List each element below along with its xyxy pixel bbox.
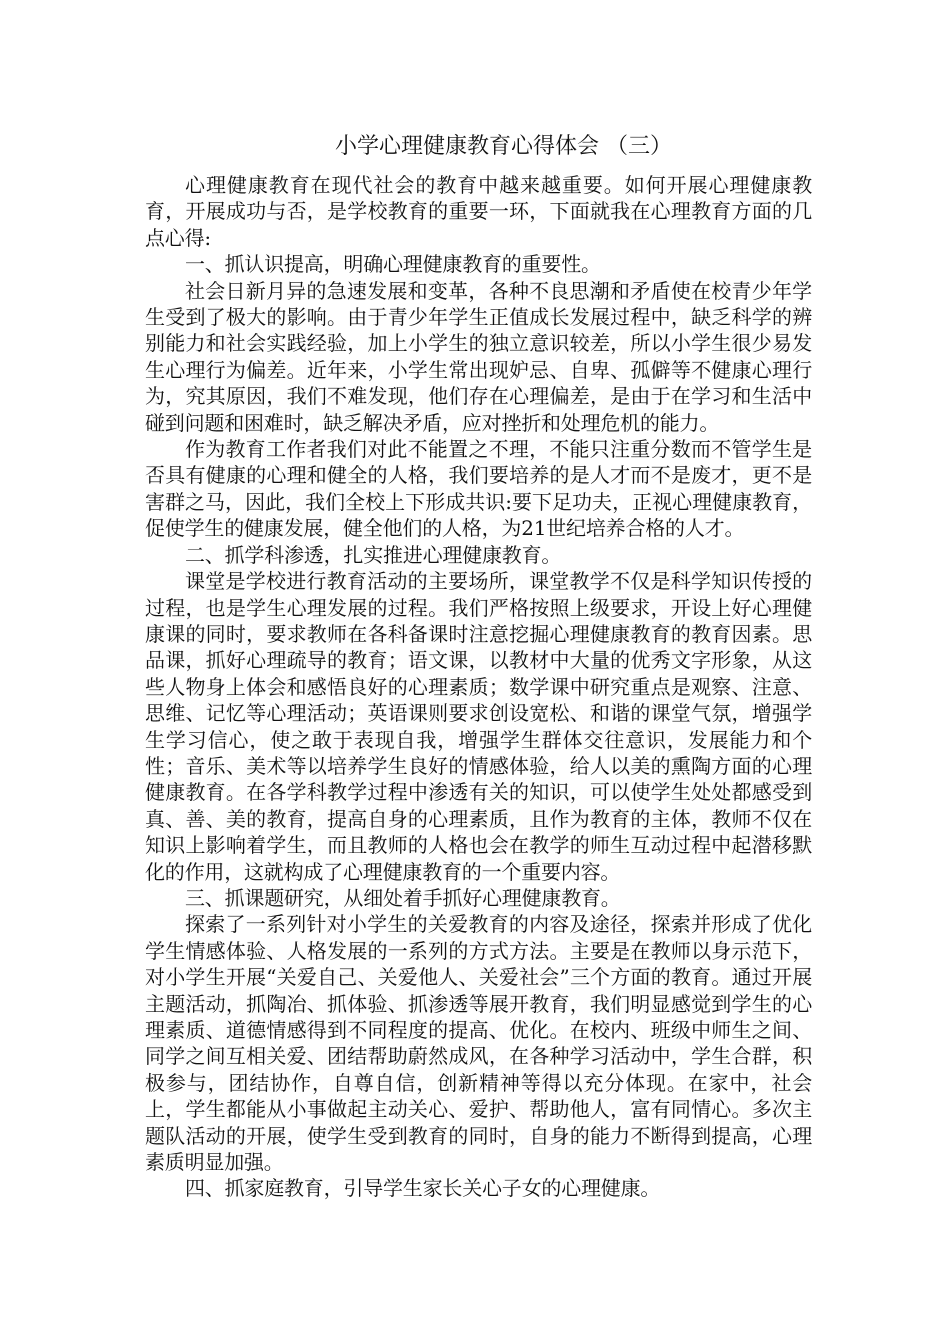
body-paragraph: 作为教育工作者我们对此不能置之不理，不能只注重分数而不管学生是否具有健康的心理和健全的人格，我们要培养的是人才而不是废才，更不是害群之马，因此，我们全校上下形成共识:要下足功夫，正视心理健康教育，促使学生的健康发展，健全他们的人格，为21世纪培养合格的人才。: [145, 437, 812, 541]
section-heading-2: 二、抓学科渗透，扎实推进心理健康教育。: [185, 542, 562, 567]
document-body: [145, 172, 812, 1202]
body-paragraph: 探索了一系列针对小学生的关爱教育的内容及途径，探索并形成了优化学生情感体验、人格发展的一系列的方式方法。主要是在教师以身示范下，对小学生开展“关爱自己、关爱他人、关爱社会”三个方面的教育。通过开展主题活动，抓陶冶、抓体验、抓渗透等展开教育，我们明显感觉到学生的心理素质、道德情感得到不同程度的提高、优化。在校内、班级中师生之间、同学之间互相关爱、团结帮助蔚然成风，在各种学习活动中，学生合群，积极参与，团结协作，自尊自信，创新精神等得以充分体现。在家中，社会上，学生都能从小事做起主动关心、爱护、帮助他人，富有同情心。多次主题队活动的开展，使学生受到教育的同时，自身的能力不断得到提高，心理素质明显加强。: [145, 912, 812, 1175]
intro-paragraph: 心理健康教育在现代社会的教育中越来越重要。如何开展心理健康教育，开展成功与否，是学校教育的重要一环，下面就我在心理教育方面的几点心得:: [145, 173, 812, 250]
section-heading-1: 一、抓认识提高，明确心理健康教育的重要性。: [185, 252, 601, 277]
body-paragraph: 社会日新月异的急速发展和变革，各种不良思潮和矛盾使在校青少年学生受到了极大的影响。由于青少年学生正值成长发展过程中，缺乏科学的辨别能力和社会实践经验，加上小学生的独立意识较差，所以小学生很少易发生心理行为偏差。近年来，小学生常出现妒忌、自卑、孤僻等不健康心理行为，究其原因，我们不难发现，他们存在心理偏差，是由于在学习和生活中碰到问题和困难时，缺乏解决矛盾，应对挫折和处理危机的能力。: [145, 278, 812, 435]
body-paragraph: 课堂是学校进行教育活动的主要场所，课堂教学不仅是科学知识传授的过程，也是学生心理发展的过程。我们严格按照上级要求，开设上好心理健康课的同时，要求教师在各科备课时注意挖掘心理健康教育的教育因素。思品课，抓好心理疏导的教育；语文课，以教材中大量的优秀文字形象，从这些人物身上体会和感悟良好的心理素质；数学课中研究重点是观察、注意、思维、记忆等心理活动；英语课则要求创设宽松、和谐的课堂气氛，增强学生学习信心，使之敢于表现自我，增强学生群体交往意识，发展能力和个性；音乐、美术等以培养学生良好的情感体验，给人以美的熏陶方面的心理健康教育。在各学科教学过程中渗透有关的知识，可以使学生处处都感受到真、善、美的教育，提高自身的心理素质，且作为教育的主体，教师不仅在知识上影响着学生，而且教师的人格也会在教学的师生互动过程中起潜移默化的作用，这就构成了心理健康教育的一个重要内容。: [145, 569, 812, 884]
section-heading-4: 四、抓家庭教育，引导学生家长关心子女的心理健康。: [185, 1176, 661, 1201]
section-heading-3: 三、抓课题研究，从细处着手抓好心理健康教育。: [185, 885, 621, 910]
document-title: 小学心理健康教育心得体会 （三）: [335, 134, 672, 159]
